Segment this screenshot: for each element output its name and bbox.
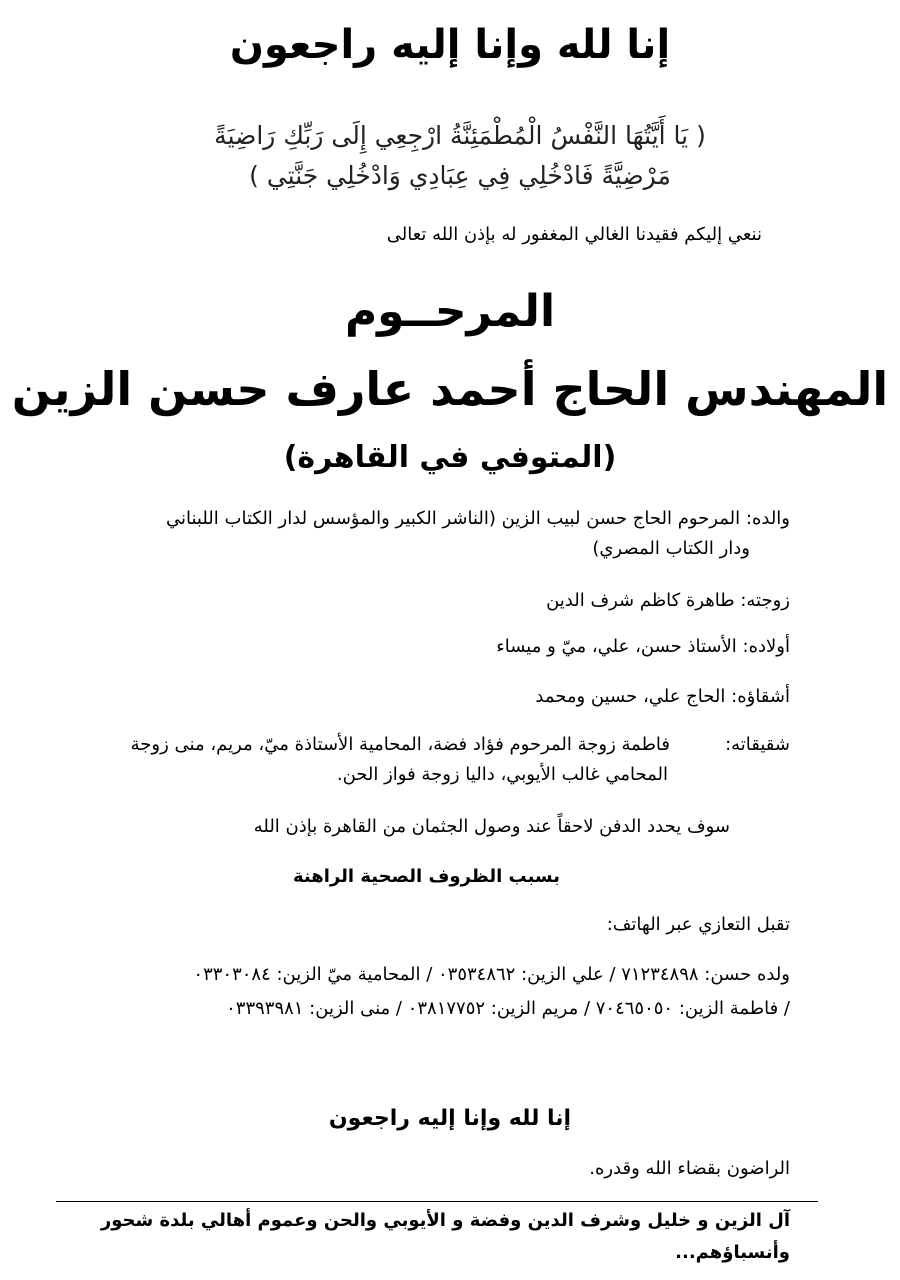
- father-label: والده:: [745, 508, 790, 529]
- header-title: إنا لله وإنا إليه راجعون: [229, 22, 671, 68]
- announcement-intro: ننعي إليكم فقيدنا الغالي المغفور له بإذن الله تعالى: [386, 224, 762, 245]
- father-value-line-1: المرحوم الحاج حسن لبيب الزين (الناشر الكبير والمؤسس لدار الكتاب اللبناني: [165, 508, 741, 529]
- brothers-label: أشقاؤه:: [731, 686, 790, 707]
- condolences-title: تقبل التعازي عبر الهاتف:: [606, 914, 790, 935]
- footer-title: إنا لله وإنا إليه راجعون: [328, 1106, 572, 1131]
- wife-value: طاهرة كاظم شرف الدين: [546, 590, 735, 611]
- sisters-value-line-2: المحامي غالب الأيوبي، داليا زوجة فواز الحن.: [336, 764, 668, 785]
- quran-verse-line-1: ( يَا أَيَّتُهَا النَّفْسُ الْمُطْمَئِنَّةُ ارْجِعِي إِلَى رَبِّكِ رَاضِيَةً: [214, 121, 706, 150]
- footer-content: الراضون بقضاء الله وقدره.: [589, 1158, 790, 1179]
- brothers-value: الحاج علي، حسين ومحمد: [535, 686, 726, 707]
- footer-divider: [56, 1201, 818, 1202]
- families-line-2: وأنسباؤهم...: [675, 1242, 790, 1263]
- sisters-row: [90, 734, 790, 755]
- wife-row: [546, 590, 790, 611]
- father-row: [166, 508, 790, 529]
- deceased-name: المهندس الحاج أحمد عارف حسن الزين: [11, 362, 889, 416]
- deceased-place: (المتوفي في القاهرة): [283, 440, 617, 475]
- families-line-1: آل الزين و خليل وشرف الدين وفضة و الأيوبي والحن وعموم أهالي بلدة شحور: [100, 1210, 790, 1231]
- circumstances-notice: بسبب الظروف الصحية الراهنة: [293, 866, 560, 887]
- burial-notice: سوف يحدد الدفن لاحقاً عند وصول الجثمان من القاهرة بإذن الله: [253, 816, 730, 837]
- quran-verse-line-2: مَرْضِيَّةً فَادْخُلِي فِي عِبَادِي وَادْخُلِي جَنَّتِي ): [249, 161, 671, 190]
- children-row: [496, 636, 790, 657]
- father-value-line-2: ودار الكتاب المصري): [592, 538, 750, 559]
- deceased-label: المرحــوم: [344, 286, 556, 337]
- children-label: أولاده:: [742, 636, 790, 657]
- wife-label: زوجته:: [740, 590, 790, 611]
- children-value: الأستاذ حسن، علي، ميّ و ميساء: [496, 636, 737, 657]
- brothers-row: [535, 686, 790, 707]
- condolence-phones-line-1: ولده حسن: ٧١٢٣٤٨٩٨ / علي الزين: ٠٣٥٣٤٨٦٢ / المحامية ميّ الزين: ٠٣٣٠٣٠٨٤: [193, 964, 790, 985]
- condolence-phones-line-2: / فاطمة الزين: ٧٠٤٦٥٠٥٠ / مريم الزين: ٠٣٨١٧٧٥٢ / منى الزين: ٠٣٣٩٣٩٨١: [226, 998, 790, 1019]
- sisters-label: شقيقاته:: [725, 734, 790, 755]
- sisters-value-line-1: فاطمة زوجة المرحوم فؤاد فضة، المحامية الأستاذة ميّ، مريم، منى زوجة: [130, 734, 670, 755]
